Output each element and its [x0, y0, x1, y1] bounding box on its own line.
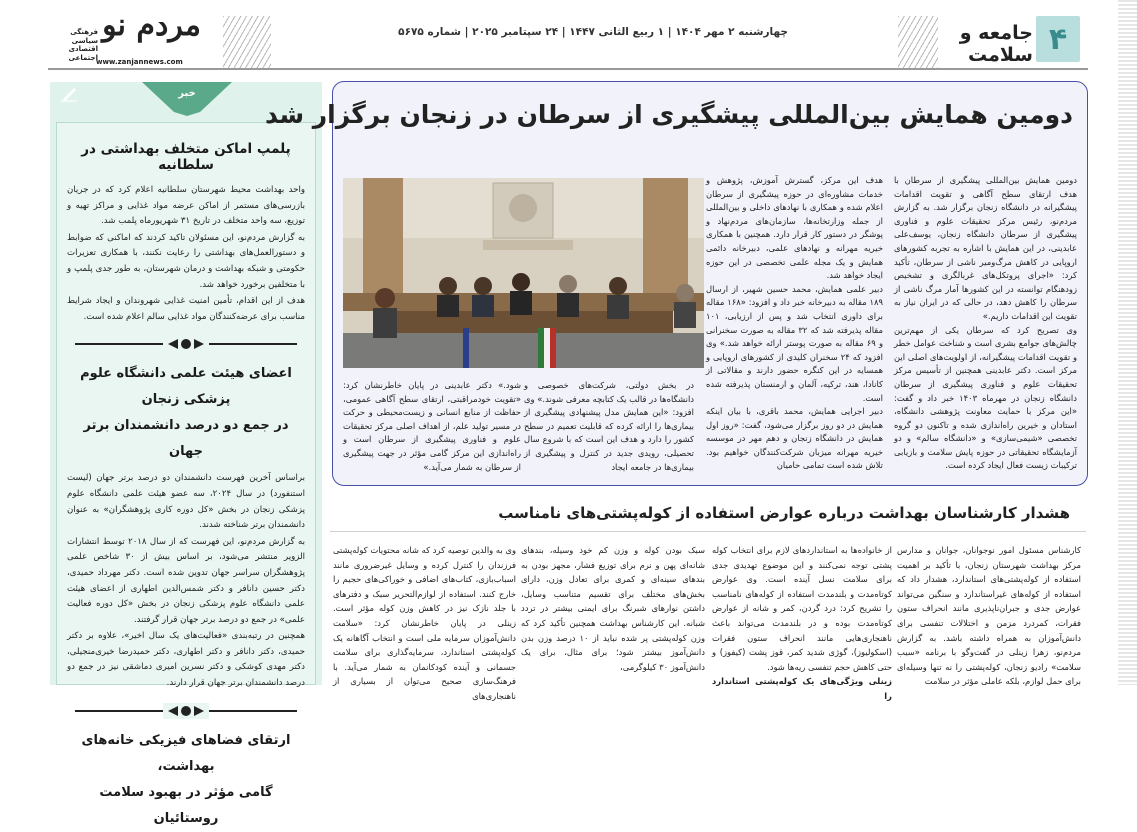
sidebar-story-title: [67, 728, 305, 832]
page-header: [48, 6, 1088, 70]
header-divider: [48, 68, 1088, 70]
second-story-column: وی به والدین توصیه کرد که شانه محتویات کوله‌پشتی فرزندان را کنترل کرده و وسایل غیرضروری مانند اسباب‌بازی، کتاب‌های اضافی و خوراکی‌های حجیم را خارج کنند. استفاده از لوازم‌التحریر سبک و دفترهای با جلد نازک نیز در کاهش وزن کوله مؤثر است. زینلی در پایان خاطرنشان کرد: «سلامت دانش‌آموزان سرمایه ملی است و انتخاب آگاهانه یک کوله‌پشتی استاندارد، سرمایه‌گذاری برای سلامت جسمانی و آینده کودکانمان به شمار می‌آید. با فرهنگ‌سازی صحیح می‌توان از بسیاری از ناهنجاری‌های: [333, 545, 516, 701]
article-paragraph: وی تصریح کرد که سرطان یکی از مهم‌ترین چالش‌های جوامع بشری است و شناخت عوامل خطر و تقویت اقدامات پیشگیرانه، از اولویت‌های اصلی این مرکز است. دکتر عابدینی همچنین از تأسیس مرکز تحقیقات علوم و فناوری پیشگیری از سرطان دانشگاه زنجان در مهرماه ۱۴۰۳ خبر داد و گفت: «این مرکز با حمایت معاونت پژوهشی دانشگاه، استادان و خیرین راه‌اندازی شده و تاکنون دو گروه تخصصی «شیمی‌سازی» و «دانشگاه سالم» و دو آزمایشگاه تحقیقاتی در حوزه پایش سلامت و بازیابی ترکیبات زیست فعال ایجاد کرده است.: [894, 324, 1077, 471]
sidebar-story-paragraph: براساس آخرین فهرست دانشمندان دو درصد برتر جهان (لیست استنفورد) در سال ۲۰۲۴، سه عضو هیئت علمی دانشگاه علوم پزشکی زنجان در بخش «کل دوره کاری پژوهشگران» به عنوان دانشمندان برتر شناخته شدند.: [67, 473, 305, 531]
header-stripes-decoration: [223, 16, 271, 70]
logo-tag: اقتصادی: [68, 45, 98, 53]
sidebar-content: [56, 122, 316, 826]
sidebar-story-paragraph: همچنین در رتبه‌بندی «فعالیت‌های یک سال اخیر»، علاوه بر دکتر حمیدی، دکتر دانافر و دکتر اطهاری، دکتر حمیدرضا خیری‌منجیلی، دکتر مهدی کوشکی و دکتر نسرین امیری دماشقی نیز در جمع دو درصد دانشمندان برتر جهان قرار دارند.: [67, 631, 305, 689]
main-story-headline: دومین همایش بین‌المللی پیشگیری از سرطان در زنجان برگزار شد: [265, 100, 1073, 129]
conference-photo: [343, 178, 704, 368]
main-story-column: [894, 174, 1077, 473]
page-edge-strip: [1118, 0, 1137, 685]
title-line: گامی مؤثر در بهبود سلامت روستائیان: [99, 784, 273, 826]
second-story-column: سبک بودن کوله و وزن کم خود وسیله، بندهای شانه‌ای پهن و نرم برای توزیع فشار، مجهز بودن به بندهای سینه‌ای و کمری برای تعادل وزن، دارای بخش‌های مختلف برای تقسیم متناسب وسایل، داشتن نوارهای شبرنگ برای ایمنی بیشتر در تردد شبانه. این کارشناس بهداشت همچنین تأکید کرد که وزن کوله‌پشتی پر شده نباید از ۱۰ درصد وزن بدن دانش‌آموز بیشتر شود؛ برای مثال، برای یک دانش‌آموز ۳۰ کیلوگرمی،: [521, 545, 705, 672]
sidebar-tab: [142, 82, 232, 116]
logo-url: www.zanjannews.com: [96, 58, 183, 66]
sidebar-story-paragraph: هدف از این اقدام، تأمین امنیت غذایی شهروندان و ایجاد شرایط مناسب برای عرضه‌کنندگان مواد غذایی سالم اعلام شده است.: [67, 296, 305, 322]
title-line: ارتقای فضاهای فیزیکی خانه‌های بهداشت،: [81, 732, 291, 774]
headline-rule: [330, 531, 1086, 532]
sidebar-tab-label: خبر: [178, 88, 196, 99]
article-paragraph: دبیر علمی همایش، محمد حسین شهیر، از ارسال ۱۸۹ مقاله به دبیرخانه خبر داد و افزود: «۱۶۸ مقاله برای داوری انتخاب شد و پس از ارزیابی، ۱۰۱ مقاله پذیرفته شد که ۳۲ مقاله به صورت سخنرانی و ۶۹ مقاله به صورت پوستر ارائه خواهد شد.» وی افزود که ۲۴ سخنران کلیدی از کشورهای اروپایی و همسایه در این کنگره حضور دارند و مقالاتی از کانادا، هند، ترکیه، آلمان و ارمنستان پذیرفته شده است.: [706, 283, 883, 403]
sidebar-story-paragraph: به گزارش مردم‌نو، این فهرست که از سال ۲۰۱۸ توسط انتشارات الزویر منتشر می‌شود، بر اساس بیش از ۳۰ شاخص علمی پژوهشگران سراسر جهان تدوین شده است. دکتر مهرداد حمیدی، دکتر حسین دانافر و دکتر شمس‌الدین اطهاری از اعضای هیئت علمی دانشگاه علوم پزشکی زنجان در بخش «کل دوره فعالیت علمی» در جمع دو درصد برتر جهان قرار گرفتند.: [67, 536, 305, 625]
sidebar-story-paragraph: واحد بهداشت محیط شهرستان سلطانیه اعلام کرد که در جریان بازرسی‌های مستمر از اماکن عرضه مواد غذایی و مراکز تهیه و توزیع، سه واحد متخلف در تاریخ ۳۱ شهریورماه پلمب شد.: [67, 185, 305, 227]
article-paragraph: از خانواده‌ها به استانداردهای لازم برای انتخاب کوله پشتی توجه نمی‌کنند و این موضوع تهدیدی جدی برای سلامت نسل آینده است. وی عوارض کوتاه‌مدت و بلندمدت استفاده از کوله‌های نامناسب را تشریح کرد: درد گردن، کمر و شانه از عوارض کوتاه‌مدت بوده و در بلندمدت می‌تواند باعث ناهنجاری‌هایی مانند انحراف ستون فقرات (اسکولیوز)، گوژی شدید کمر، قوز پشت (کیفوز) و حتی کاهش حجم تنفسی ریه‌ها شود.: [712, 545, 892, 672]
article-subheading: زینلی ویژگی‌های یک کوله‌پشتی استاندارد را: [712, 676, 892, 701]
second-story-column: کارشناس مسئول امور نوجوانان، جوانان و مدارس مرکز بهداشت شهرستان زنجان، با تأکید بر اهمیت استفاده از کوله‌پشتی‌های استاندارد، هشدار داد که استفاده از کوله‌های غیراستاندارد و سنگین می‌تواند عوارض جدی و جبران‌ناپذیری مانند انحراف ستون فقرات، کمردرد مزمن و اختلالات تنفسی برای دانش‌آموزان به همراه داشته باشد. به گزارش مردم‌نو، زهرا زینلی در گفت‌وگو با برنامه «سیب سلامت» رادیو زنجان، کوله‌پشتی را نه تنها وسیله‌ای برای حمل لوازم، بلکه عاملی مؤثر در سلامت: [897, 545, 1081, 687]
issue-date-line: چهارشنبه ۲ مهر ۱۴۰۴ | ۱ ربیع الثانی ۱۴۴۷ | ۲۴ سپتامبر ۲۰۲۵ | شماره ۵۶۷۵: [398, 26, 788, 38]
main-story-column: شود.» دکتر عابدینی در پایان خاطرنشان کرد: «تقویت خودمراقبتی، ارتقای سطح آگاهی عمومی، حفاظت از منابع انسانی و زیست‌محیطی و حرکت در مسیر تولید علم، از اهداف اصلی مرکز تحقیقات علوم و فناوری پیشگیری از سرطان است و راه‌اندازی این مرکز گامی مؤثر در جهت پیشگیری از سرطان به شمار می‌آید.»: [343, 380, 521, 472]
article-paragraph: هدف این مرکز، گسترش آموزش، پژوهش و خدمات مشاوره‌ای در حوزه پیشگیری از سرطان اعلام شده و همکاری با نهادهای داخلی و بین‌المللی از جمله وزارتخانه‌ها، سازمان‌های مردم‌نهاد و پوشگر در دستور کار قرار دارد. همچنین با همکاری خیریه مهرانه و نهادهای علمی، دبیرخانه دائمی همایش و یک مجله علمی تخصصی در این حوزه ایجاد خواهد شد.: [706, 175, 883, 281]
article-paragraph: دومین همایش بین‌المللی پیشگیری از سرطان با هدف ارتقای سطح آگاهی و تقویت اقدامات پیشگیرانه در دانشگاه زنجان برگزار شد. به گزارش مردم‌نو، رئیس مرکز تحقیقات علوم و فناوری پیشگیری از سرطان دانشگاه زنجان، یوسف‌علی عابدینی، در این همایش با اشاره به تجربه کشورهای اروپایی در کاهش مرگ‌ومیر ناشی از سرطان، تأکید کرد: «اجرای پروتکل‌های غربالگری و تشخیص زودهنگام توانسته در این کشورها آمار مرگ ناشی از سرطان را کاهش دهد، در حالی که در ایران نیاز به تقویت این اقدامات داریم.»: [894, 175, 1077, 321]
news-sidebar: [50, 82, 322, 826]
main-story-column: در بخش دولتی، شرکت‌های خصوصی و دانشگاه‌ها در قالب یک کتابچه معرفی شوند.» وی افزود: «این همایش مدل پیشنهادی پیشگیری از بیماری‌ها را ارائه کرده که قابلیت تعمیم در سطح کشور را دارد و هدف این است که با شروع سال تحصیلی، رویدی جدید در کنترل و پیشگیری از بیماری‌ها در جامعه ایجاد: [524, 380, 694, 472]
main-story: [265, 81, 1088, 486]
pen-icon: [60, 86, 78, 102]
logo-tag: فرهنگی: [70, 28, 98, 36]
logo-title: مردم نو: [102, 8, 201, 43]
second-story-column: [712, 543, 892, 701]
logo-tag: سیاسی: [71, 36, 98, 45]
main-story-column: [706, 174, 883, 473]
second-story-headline: هشدار کارشناسان بهداشت درباره عوارض استفاده از کوله‌پشتی‌های نامناسب: [498, 504, 1070, 522]
section-title: جامعه و سلامت: [959, 22, 1033, 66]
page-number-badge: ۴: [1036, 16, 1080, 62]
sidebar-story-title: پلمپ اماکن متخلف بهداشتی در سلطانیه: [81, 141, 291, 173]
title-line: اعضای هیئت علمی دانشگاه علوم پزشکی زنجان: [80, 366, 292, 408]
sidebar-story-paragraph: به گزارش مردم‌نو، این مسئولان تاکید کردند که اماکنی که ضوابط و دستورالعمل‌های بهداشتی را رعایت نکنند، با همکاری تعزیرات حکومتی و شبکه بهداشت و درمان شهرستان، به طور جدی پلمپ و با متخلفین برخورد خواهد شد.: [67, 232, 305, 290]
title-line: در جمع دو درصد دانشمندان برتر جهان: [83, 418, 289, 460]
logo-tag: اجتماعی: [68, 53, 98, 62]
article-paragraph: دبیر اجرایی همایش، محمد باقری، با بیان اینکه همایش در دو روز برگزار می‌شود، گفت: «روز اول همایش در دانشگاه زنجان و دهم مهر در موسسه خیریه مهرانه میزبان شرکت‌کنندگان خواهیم بود. تلاش شده است تمامی حامیان: [706, 406, 883, 471]
logo-tags: [50, 28, 98, 62]
newspaper-logo: [48, 6, 223, 70]
ornamental-divider: [67, 700, 305, 722]
sidebar-story-title: [67, 361, 305, 465]
ornamental-divider: [67, 333, 305, 355]
